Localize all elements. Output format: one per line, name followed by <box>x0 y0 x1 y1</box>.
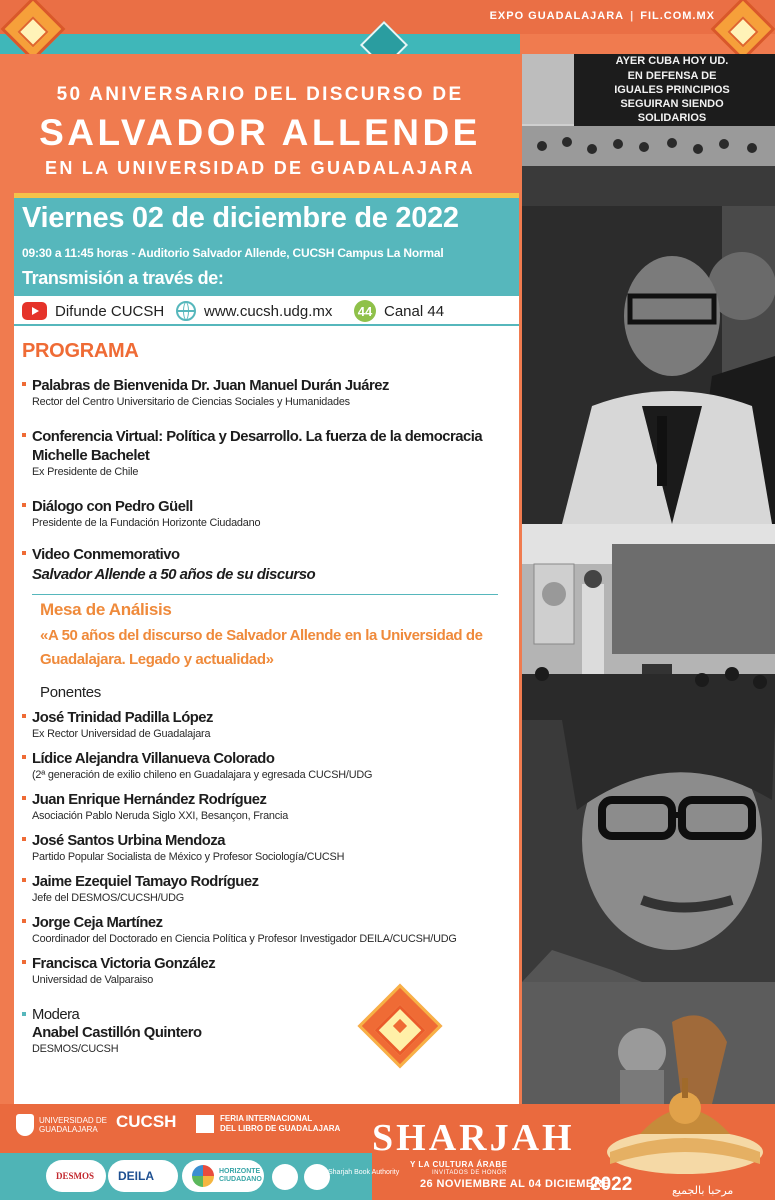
fair-year: 2022 <box>590 1174 633 1195</box>
speaker-name: Jaime Ezequiel Tamayo Rodríguez <box>32 873 259 890</box>
bullet-icon <box>22 433 26 437</box>
title-line-1: 50 ANIVERSARIO DEL DISCURSO DE <box>56 84 464 105</box>
speaker-role: Universidad de Valparaiso <box>32 974 154 986</box>
bullet-icon <box>22 755 26 759</box>
speaker-item <box>32 708 522 742</box>
guest-subtitle-2: INVITADOS DE HONOR <box>432 1170 507 1176</box>
speaker-item <box>32 749 522 783</box>
udg-logo-line-2: GUADALAJARA <box>39 1125 98 1134</box>
guest-subtitle: Y LA CULTURA ÁRABE <box>410 1160 508 1169</box>
moderator-item <box>32 1006 522 1057</box>
channel-youtube-label: Difunde CUCSH <box>55 302 165 320</box>
globe-icon <box>176 301 196 321</box>
bullet-icon <box>22 878 26 882</box>
speaker-item <box>32 831 522 865</box>
program-item <box>32 545 522 585</box>
bullet-icon <box>22 837 26 841</box>
photo-column <box>522 54 775 1104</box>
program-title: PROGRAMA <box>22 340 139 362</box>
date-band <box>14 198 519 296</box>
udg-logo-line-1: UNIVERSIDAD DE <box>39 1116 108 1125</box>
speakers-label: Ponentes <box>40 684 101 701</box>
speaker-item <box>32 790 522 824</box>
sba-label: Sharjah Book Authority <box>328 1169 400 1176</box>
moderator-name: Anabel Castillón Quintero <box>32 1024 202 1041</box>
program-item-role: Ex Presidente de Chile <box>32 466 139 478</box>
bullet-icon <box>22 503 26 507</box>
expo-label: EXPO GUADALAJARA <box>489 10 625 22</box>
channel-website[interactable] <box>176 300 332 322</box>
banner-line-1: AYER CUBA HOY UD. <box>615 55 729 67</box>
fil-mark-icon <box>196 1115 214 1133</box>
channel-44-icon: 44 <box>354 300 376 322</box>
horizonte-line-2: CIUDADANO <box>219 1176 262 1183</box>
sharjah-book-authority-icon <box>304 1164 330 1190</box>
bullet-icon <box>22 919 26 923</box>
bullet-icon <box>22 960 26 964</box>
bullet-icon <box>22 796 26 800</box>
fil-site-link[interactable]: FIL.COM.MX <box>640 10 715 22</box>
speaker-role: Asociación Pablo Neruda Siglo XXI, Besançon, Francia <box>32 810 289 822</box>
mesa-subtitle: «A 50 años del discurso de Salvador Allende en la Universidad de Guadalajara. Legado y actualidad» <box>40 627 483 668</box>
guest-of-honor-title: SHARJAH <box>372 1117 575 1159</box>
speaker-item <box>32 872 522 906</box>
round-seal-logos <box>272 1164 330 1190</box>
desmos-logo[interactable] <box>46 1160 106 1192</box>
speaker-name: Francisca Victoria González <box>32 955 216 972</box>
teal-ornament-band <box>0 34 520 54</box>
seal-icon <box>272 1164 298 1190</box>
speaker-role: Coordinador del Doctorado en Ciencia Política y Profesor Investigador DEILA/CUCSH/UDG <box>32 933 457 945</box>
program-item <box>32 376 522 410</box>
broadcast-channels <box>14 296 519 326</box>
title-line-2: SALVADOR ALLENDE <box>39 112 481 153</box>
cucsh-logo[interactable] <box>116 1112 176 1132</box>
channel-tv[interactable] <box>354 300 444 322</box>
youtube-icon <box>22 302 47 320</box>
fil-url[interactable]: EXPO GUADALAJARA | FIL.COM.MX <box>489 10 715 22</box>
banner-line-3: IGUALES PRINCIPIOS <box>614 84 730 96</box>
channel-website-label: www.cucsh.udg.mx <box>204 302 333 320</box>
photo-allende-speaking <box>522 206 775 524</box>
footer <box>0 1104 775 1200</box>
program-item-role: Rector del Centro Universitario de Ciencias Sociales y Humanidades <box>32 396 350 408</box>
program-item-title: Video Conmemorativo <box>32 546 180 563</box>
program-item-role: Presidente de la Fundación Horizonte Ciudadano <box>32 517 261 529</box>
photo-allende-portrait <box>522 720 775 982</box>
udg-logo[interactable] <box>16 1114 107 1136</box>
deila-logo[interactable] <box>108 1160 178 1192</box>
bullet-icon <box>22 382 26 386</box>
program-item <box>32 497 522 531</box>
horizonte-line-1: HORIZONTE <box>219 1168 261 1175</box>
udg-crest-icon <box>16 1114 34 1136</box>
speaker-name: Lídice Alejandra Villanueva Colorado <box>32 750 275 767</box>
bullet-icon <box>22 714 26 718</box>
speaker-name: Jorge Ceja Martínez <box>32 914 163 931</box>
channel-tv-label: Canal 44 <box>384 302 445 320</box>
program-item-title: Palabras de Bienvenida Dr. Juan Manuel Durán Juárez <box>32 377 389 394</box>
moderator-label: Modera <box>32 1006 80 1023</box>
program-item-title: Conferencia Virtual: Política y Desarrollo. La fuerza de la democracia <box>32 428 483 445</box>
arabic-tagline: مرحبا بالجميع <box>672 1184 734 1197</box>
banner-line-4: SEGUIRAN SIENDO <box>620 98 724 110</box>
speaker-item <box>32 913 522 947</box>
speaker-role: (2ª generación de exilio chileno en Guadalajara y egresada CUCSH/UDG <box>32 769 373 781</box>
speaker-name: José Santos Urbina Mendoza <box>32 832 225 849</box>
transmission-label: Transmisión a través de: <box>22 268 224 288</box>
speaker-item <box>32 954 522 988</box>
speaker-name: José Trinidad Padilla López <box>32 709 213 726</box>
horizonte-ciudadano-icon <box>192 1165 214 1187</box>
speaker-role: Partido Popular Socialista de México y Profesor Sociología/CUCSH <box>32 851 345 863</box>
event-schedule: 09:30 a 11:45 horas - Auditorio Salvador Allende, CUCSH Campus La Normal <box>22 246 444 260</box>
title-line-3: EN LA UNIVERSIDAD DE GUADALAJARA <box>45 158 475 178</box>
program-panel <box>14 296 519 1104</box>
bullet-icon <box>22 1012 26 1016</box>
fil-logo[interactable] <box>196 1114 340 1134</box>
speaker-name: Juan Enrique Hernández Rodríguez <box>32 791 267 808</box>
photo-allende-podium <box>522 524 775 720</box>
desmos-logo-text: DESMOS <box>56 1171 95 1181</box>
photo-rally-banner <box>522 54 775 206</box>
fair-dates: 26 NOVIEMBRE AL 04 DICIEMBRE <box>420 1178 611 1190</box>
guest-of-honor-book-art <box>600 1064 770 1184</box>
bullet-icon <box>22 551 26 555</box>
speaker-role: Ex Rector Universidad de Guadalajara <box>32 728 211 740</box>
fil-logo-line-2: DEL LIBRO DE GUADALAJARA <box>220 1124 341 1133</box>
banner-line-5: SOLIDARIOS <box>637 112 707 124</box>
title-block <box>0 54 520 194</box>
program-item-video-title: Salvador Allende a 50 años de su discurso <box>32 566 316 583</box>
banner-line-2: EN DEFENSA DE <box>627 70 717 82</box>
cucsh-logo-text: CUCSH <box>116 1112 177 1131</box>
mesa-title: Mesa de Análisis <box>40 600 172 619</box>
speaker-role: Jefe del DESMOS/CUCSH/UDG <box>32 892 185 904</box>
program-item-speaker: Michelle Bachelet <box>32 447 150 464</box>
moderator-role: DESMOS/CUCSH <box>32 1043 119 1055</box>
channel-youtube[interactable] <box>22 300 164 322</box>
fil-logo-line-1: FERIA INTERNACIONAL <box>220 1114 313 1123</box>
program-item-title: Diálogo con Pedro Güell <box>32 498 193 515</box>
mesa-divider <box>32 594 498 595</box>
horizonte-ciudadano-logo[interactable] <box>182 1160 264 1192</box>
program-item <box>32 427 522 480</box>
event-date: Viernes 02 de diciembre de 2022 <box>22 202 459 234</box>
deila-logo-text: DEILA <box>118 1169 154 1183</box>
